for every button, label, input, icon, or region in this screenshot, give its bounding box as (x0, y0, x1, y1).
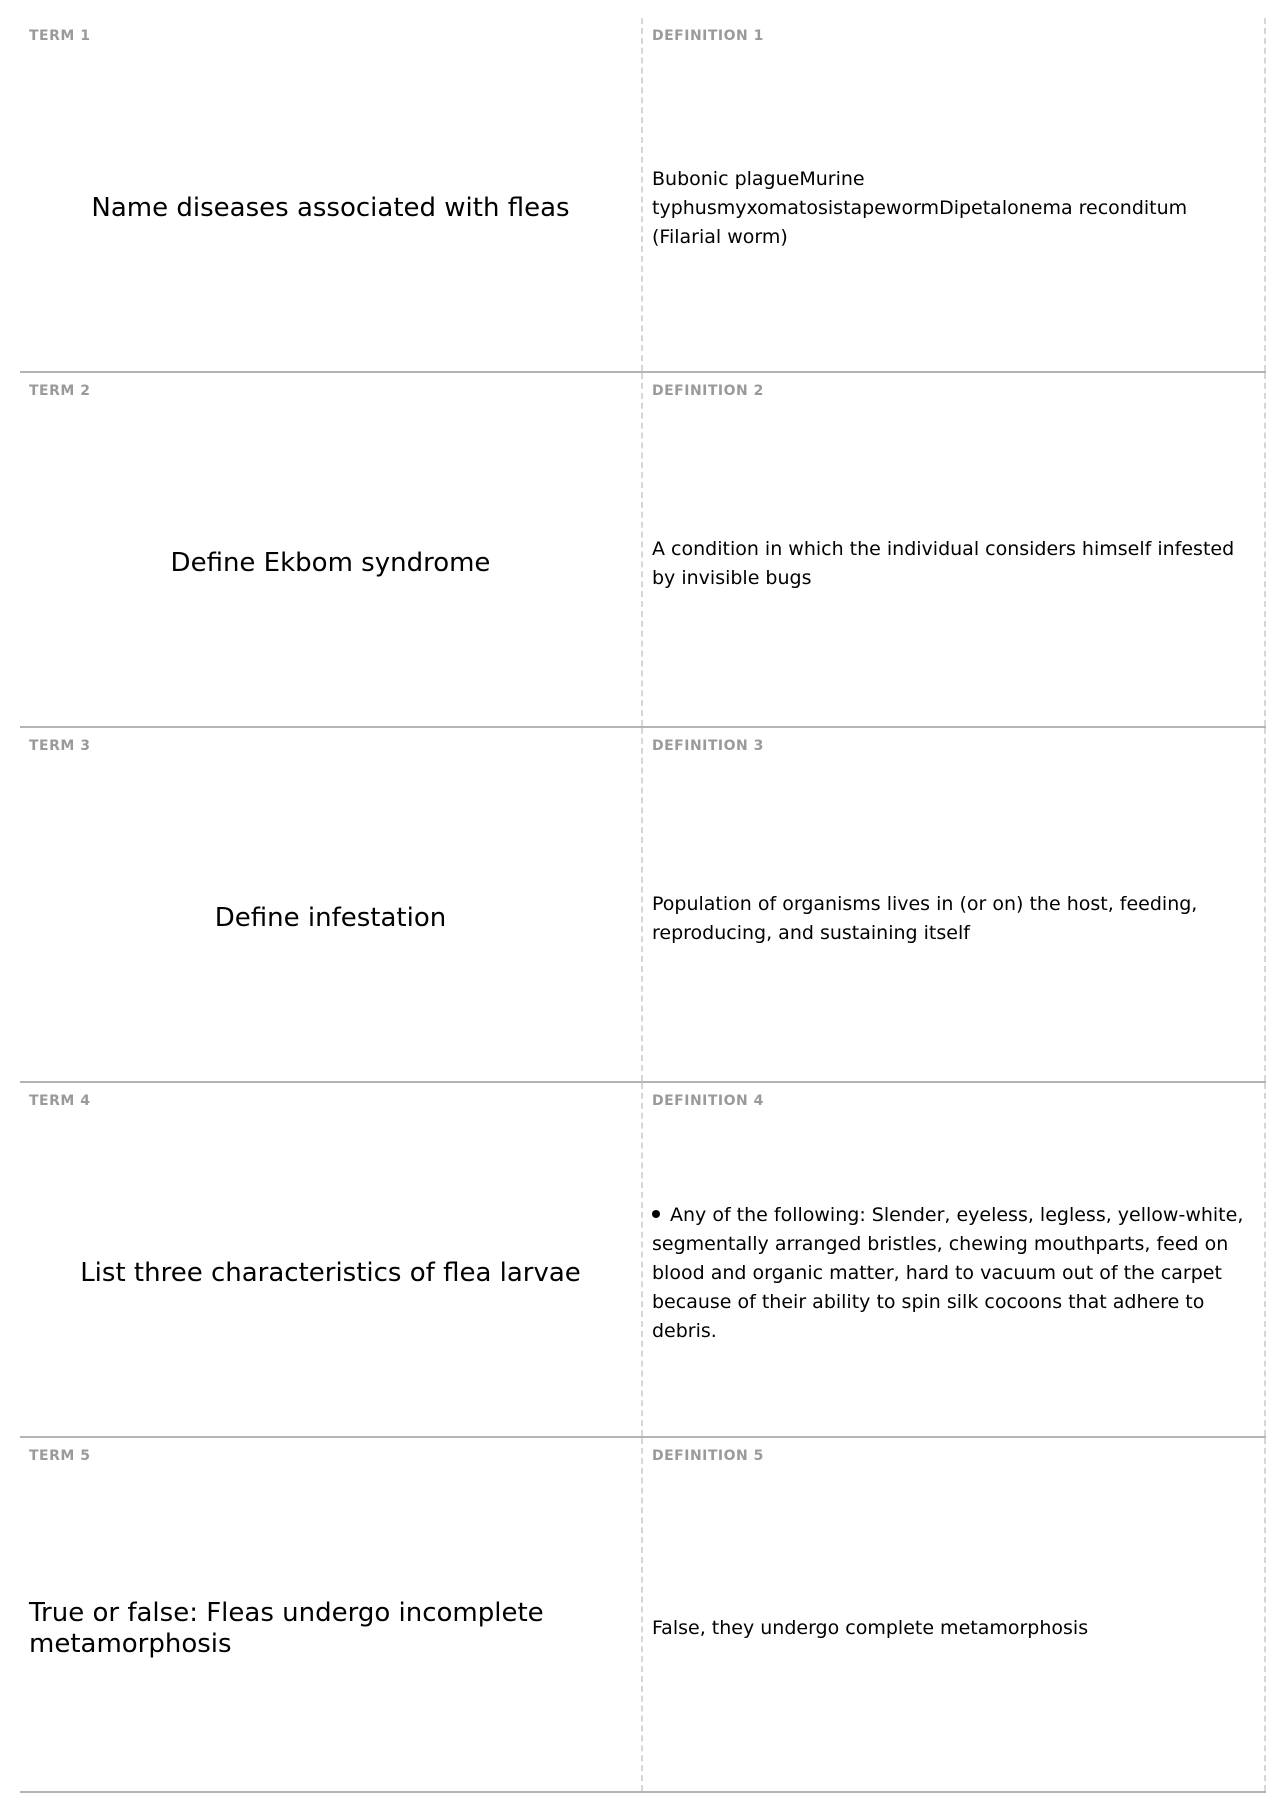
definition-text: False, they undergo complete metamorphosis (652, 1617, 1089, 1639)
definition-cell (643, 1083, 1266, 1436)
definition-cell (643, 18, 1266, 371)
term-cell (20, 18, 643, 371)
term-text-container (29, 413, 632, 714)
term-text-container (29, 768, 632, 1069)
term-text: Name diseases associated with fleas (91, 193, 570, 223)
term-cell (20, 728, 643, 1081)
term-text-container (29, 1123, 632, 1424)
term-label: TERM 2 (29, 383, 91, 399)
definition-text-container (652, 413, 1255, 714)
definition-label: DEFINITION 5 (652, 1448, 764, 1464)
definition-cell (643, 373, 1266, 726)
definition-label: DEFINITION 2 (652, 383, 764, 399)
flashcard-row-3 (20, 728, 1266, 1083)
definition-label: DEFINITION 3 (652, 738, 764, 754)
term-text: Define Ekbom syndrome (170, 548, 491, 578)
term-label: TERM 1 (29, 28, 91, 44)
flashcard-sheet (20, 18, 1266, 1793)
term-label: TERM 4 (29, 1093, 91, 1109)
term-label: TERM 3 (29, 738, 91, 754)
term-cell (20, 1438, 643, 1791)
term-cell (20, 1083, 643, 1436)
definition-cell (643, 1438, 1266, 1791)
term-text-container (29, 58, 632, 359)
definition-cell (643, 728, 1266, 1081)
term-cell (20, 373, 643, 726)
definition-text: Population of organisms lives in (or on) the host, feeding, reproducing, and sustaining itself (652, 892, 1198, 944)
bullet-icon (652, 1210, 660, 1218)
term-text-container (29, 1478, 632, 1779)
flashcard-row-1 (20, 18, 1266, 373)
definition-text-container (652, 1123, 1255, 1424)
definition-text-container (652, 768, 1255, 1069)
definition-text: A condition in which the individual considers himself infested by invisible bugs (652, 537, 1235, 589)
flashcard-row-5 (20, 1438, 1266, 1793)
definition-bullet-item (652, 1201, 1255, 1346)
term-text: List three characteristics of flea larvae (80, 1258, 581, 1288)
definition-text: Any of the following: Slender, eyeless, legless, yellow-white, segmentally arranged bristles, chewing mouthparts, feed on blood and organic matter, hard to vacuum out of the carpet because of their ability to spin silk cocoons that adhere to debris. (652, 1204, 1244, 1342)
term-text: True or false: Fleas undergo incomplete metamorphosis (29, 1597, 544, 1659)
term-label: TERM 5 (29, 1448, 91, 1464)
definition-label: DEFINITION 1 (652, 28, 764, 44)
definition-text-container (652, 58, 1255, 359)
term-text: Define infestation (214, 903, 447, 933)
definition-text-container (652, 1478, 1255, 1779)
definition-text: Bubonic plagueMurine typhusmyxomatosistapewormDipetalonema reconditum (Filarial worm) (652, 168, 1188, 248)
flashcard-row-2 (20, 373, 1266, 728)
flashcard-row-4 (20, 1083, 1266, 1438)
definition-label: DEFINITION 4 (652, 1093, 764, 1109)
